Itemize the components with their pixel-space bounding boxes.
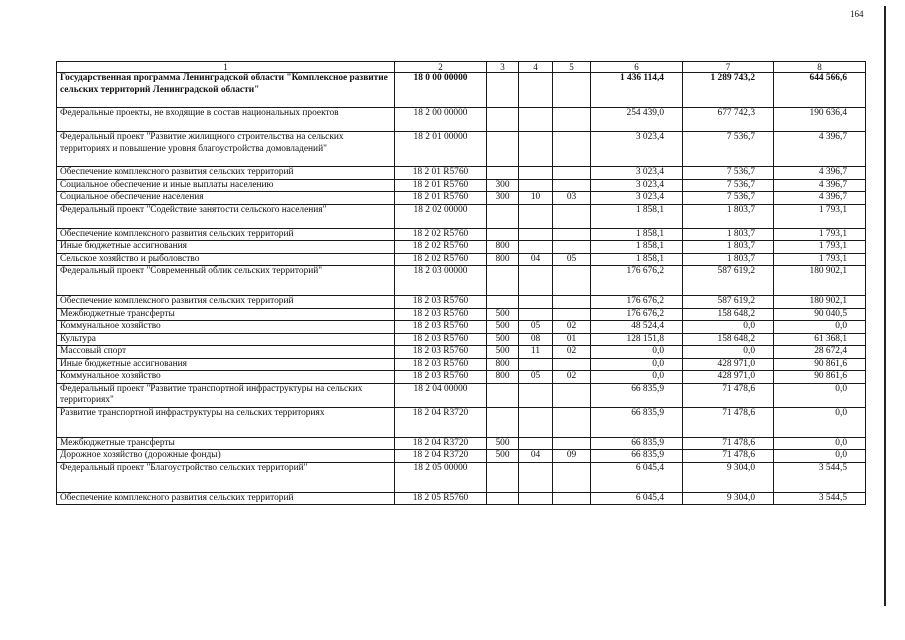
- row-amount-col6: 66 835,9: [591, 437, 683, 450]
- budget-table: [56, 61, 866, 505]
- row-amount-col8: 90 861,6: [774, 371, 866, 384]
- row-name: Федеральные проекты, не входящие в состав национальных проектов: [57, 108, 395, 132]
- row-amount-col7: 428 971,0: [683, 358, 774, 371]
- row-name: Обеспечение комплексного развития сельских территорий: [57, 492, 395, 505]
- row-expense-type: 800: [487, 358, 519, 371]
- row-section: 04: [519, 450, 553, 463]
- row-code: 18 2 01 R5760: [395, 167, 487, 180]
- row-amount-col8: 4 396,7: [774, 167, 866, 180]
- row-amount-col7: 677 742,3: [683, 108, 774, 132]
- row-name: Развитие транспортной инфраструктуры на сельских территориях: [57, 407, 395, 437]
- row-expense-type: [487, 132, 519, 167]
- row-subsection: [553, 228, 591, 241]
- row-amount-col6: 1 436 114,4: [591, 73, 683, 108]
- row-expense-type: [487, 73, 519, 108]
- row-subsection: [553, 132, 591, 167]
- row-amount-col6: 128 151,8: [591, 333, 683, 346]
- row-name: Обеспечение комплексного развития сельских территорий: [57, 167, 395, 180]
- row-amount-col6: 6 045,4: [591, 492, 683, 505]
- row-subsection: [553, 492, 591, 505]
- row-amount-col8: 180 902,1: [774, 266, 866, 296]
- row-amount-col8: 0,0: [774, 321, 866, 334]
- row-expense-type: [487, 228, 519, 241]
- table-row: [57, 73, 866, 108]
- column-number: 6: [591, 62, 683, 73]
- row-code: 18 2 03 00000: [395, 266, 487, 296]
- table-row: [57, 167, 866, 180]
- row-section: [519, 492, 553, 505]
- row-amount-col8: 180 902,1: [774, 296, 866, 309]
- row-amount-col7: 7 536,7: [683, 167, 774, 180]
- row-name: Федеральный проект "Современный облик сельских территорий": [57, 266, 395, 296]
- row-code: 18 2 04 R3720: [395, 450, 487, 463]
- column-number-row: [57, 62, 866, 73]
- row-subsection: [553, 308, 591, 321]
- row-name: Массовый спорт: [57, 346, 395, 359]
- row-name: Коммунальное хозяйство: [57, 371, 395, 384]
- row-code: 18 2 02 R5760: [395, 253, 487, 266]
- row-amount-col7: 1 803,7: [683, 204, 774, 228]
- row-subsection: [553, 167, 591, 180]
- row-amount-col8: 644 566,6: [774, 73, 866, 108]
- row-expense-type: [487, 167, 519, 180]
- row-name: Сельское хозяйство и рыболовство: [57, 253, 395, 266]
- row-code: 18 2 03 R5760: [395, 346, 487, 359]
- row-code: 18 2 02 R5760: [395, 228, 487, 241]
- row-code: 18 2 03 R5760: [395, 308, 487, 321]
- row-amount-col6: 48 524,4: [591, 321, 683, 334]
- row-amount-col8: 3 544,5: [774, 462, 866, 492]
- row-amount-col7: 1 803,7: [683, 253, 774, 266]
- row-amount-col6: 176 676,2: [591, 308, 683, 321]
- row-amount-col6: 1 858,1: [591, 228, 683, 241]
- row-amount-col6: 66 835,9: [591, 450, 683, 463]
- row-amount-col7: 158 648,2: [683, 308, 774, 321]
- row-expense-type: 500: [487, 450, 519, 463]
- column-number: 5: [553, 62, 591, 73]
- row-amount-col7: 428 971,0: [683, 371, 774, 384]
- row-amount-col8: 4 396,7: [774, 192, 866, 205]
- row-amount-col7: 9 304,0: [683, 492, 774, 505]
- row-subsection: [553, 407, 591, 437]
- table-row: [57, 241, 866, 254]
- table-row: [57, 296, 866, 309]
- row-amount-col8: 3 544,5: [774, 492, 866, 505]
- table-row: [57, 407, 866, 437]
- row-amount-col7: 7 536,7: [683, 192, 774, 205]
- row-amount-col8: 0,0: [774, 383, 866, 407]
- row-amount-col8: 190 636,4: [774, 108, 866, 132]
- row-section: [519, 407, 553, 437]
- row-expense-type: 800: [487, 241, 519, 254]
- row-amount-col6: 6 045,4: [591, 462, 683, 492]
- row-amount-col8: 0,0: [774, 437, 866, 450]
- row-amount-col6: 3 023,4: [591, 167, 683, 180]
- row-amount-col8: 1 793,1: [774, 228, 866, 241]
- row-name: Федеральный проект "Развитие жилищного строительства на сельских территориях и повышение уровня благоустройства домовладений": [57, 132, 395, 167]
- row-amount-col6: 66 835,9: [591, 407, 683, 437]
- row-section: [519, 167, 553, 180]
- row-amount-col7: 587 619,2: [683, 266, 774, 296]
- row-code: 18 2 04 R3720: [395, 407, 487, 437]
- row-subsection: [553, 179, 591, 192]
- row-subsection: [553, 358, 591, 371]
- row-name: Межбюджетные трансферты: [57, 437, 395, 450]
- row-amount-col8: 1 793,1: [774, 204, 866, 228]
- column-number: 2: [395, 62, 487, 73]
- row-amount-col7: 0,0: [683, 346, 774, 359]
- row-amount-col6: 3 023,4: [591, 179, 683, 192]
- row-expense-type: [487, 407, 519, 437]
- row-amount-col7: 587 619,2: [683, 296, 774, 309]
- row-amount-col6: 3 023,4: [591, 132, 683, 167]
- row-expense-type: [487, 108, 519, 132]
- row-code: 18 2 05 R5760: [395, 492, 487, 505]
- row-name: Федеральный проект "Развитие транспортной инфраструктуры на сельских территориях": [57, 383, 395, 407]
- table-row: [57, 371, 866, 384]
- row-subsection: 01: [553, 333, 591, 346]
- column-number: 8: [774, 62, 866, 73]
- table-row: [57, 358, 866, 371]
- row-code: 18 2 01 00000: [395, 132, 487, 167]
- row-section: [519, 179, 553, 192]
- row-amount-col6: 176 676,2: [591, 266, 683, 296]
- row-name: Иные бюджетные ассигнования: [57, 241, 395, 254]
- row-subsection: [553, 241, 591, 254]
- row-amount-col7: 71 478,6: [683, 437, 774, 450]
- row-code: 18 2 03 R5760: [395, 333, 487, 346]
- row-section: [519, 108, 553, 132]
- row-amount-col8: 90 040,5: [774, 308, 866, 321]
- row-amount-col7: 1 289 743,2: [683, 73, 774, 108]
- table-row: [57, 450, 866, 463]
- row-subsection: [553, 108, 591, 132]
- row-section: [519, 228, 553, 241]
- row-amount-col8: 61 368,1: [774, 333, 866, 346]
- row-section: [519, 132, 553, 167]
- row-subsection: [553, 383, 591, 407]
- row-amount-col6: 1 858,1: [591, 204, 683, 228]
- column-number: 1: [57, 62, 395, 73]
- row-expense-type: 500: [487, 437, 519, 450]
- column-number: 4: [519, 62, 553, 73]
- row-expense-type: 500: [487, 346, 519, 359]
- row-expense-type: [487, 266, 519, 296]
- row-name: Федеральный проект "Благоустройство сельских территорий": [57, 462, 395, 492]
- table-row: [57, 308, 866, 321]
- row-amount-col6: 0,0: [591, 346, 683, 359]
- table-row: [57, 346, 866, 359]
- row-expense-type: 800: [487, 253, 519, 266]
- row-amount-col8: 28 672,4: [774, 346, 866, 359]
- row-section: 05: [519, 371, 553, 384]
- row-code: 18 2 05 00000: [395, 462, 487, 492]
- table-row: [57, 179, 866, 192]
- row-amount-col6: 3 023,4: [591, 192, 683, 205]
- table-row: [57, 204, 866, 228]
- row-section: [519, 358, 553, 371]
- row-code: 18 2 02 00000: [395, 204, 487, 228]
- row-section: [519, 437, 553, 450]
- table-row: [57, 437, 866, 450]
- row-section: 04: [519, 253, 553, 266]
- row-amount-col8: 0,0: [774, 450, 866, 463]
- row-section: [519, 73, 553, 108]
- row-section: [519, 204, 553, 228]
- row-name: Федеральный проект "Содействие занятости сельского населения": [57, 204, 395, 228]
- row-amount-col8: 4 396,7: [774, 179, 866, 192]
- row-amount-col7: 1 803,7: [683, 241, 774, 254]
- row-expense-type: [487, 492, 519, 505]
- row-amount-col7: 71 478,6: [683, 450, 774, 463]
- row-expense-type: [487, 462, 519, 492]
- row-section: 05: [519, 321, 553, 334]
- row-amount-col6: 254 439,0: [591, 108, 683, 132]
- row-expense-type: 300: [487, 179, 519, 192]
- row-amount-col6: 1 858,1: [591, 253, 683, 266]
- row-section: [519, 462, 553, 492]
- table-row: [57, 383, 866, 407]
- row-subsection: 09: [553, 450, 591, 463]
- page-number: 164: [850, 9, 864, 19]
- row-expense-type: [487, 296, 519, 309]
- row-code: 18 0 00 00000: [395, 73, 487, 108]
- row-amount-col7: 1 803,7: [683, 228, 774, 241]
- table-row: [57, 333, 866, 346]
- row-subsection: [553, 73, 591, 108]
- row-subsection: [553, 462, 591, 492]
- row-code: 18 2 04 R3720: [395, 437, 487, 450]
- row-code: 18 2 03 R5760: [395, 296, 487, 309]
- row-name: Социальное обеспечение населения: [57, 192, 395, 205]
- row-code: 18 2 04 00000: [395, 383, 487, 407]
- row-section: 10: [519, 192, 553, 205]
- row-amount-col7: 71 478,6: [683, 383, 774, 407]
- row-amount-col7: 71 478,6: [683, 407, 774, 437]
- row-amount-col6: 66 835,9: [591, 383, 683, 407]
- row-amount-col7: 7 536,7: [683, 179, 774, 192]
- row-name: Культура: [57, 333, 395, 346]
- row-subsection: 02: [553, 371, 591, 384]
- row-name: Государственная программа Ленинградской области "Комплексное развитие сельских территорий Ленинградской области": [57, 73, 395, 108]
- row-amount-col7: 158 648,2: [683, 333, 774, 346]
- table-row: [57, 266, 866, 296]
- row-section: [519, 383, 553, 407]
- row-section: 11: [519, 346, 553, 359]
- page-edge-line: [884, 6, 886, 606]
- row-amount-col8: 0,0: [774, 407, 866, 437]
- row-section: 08: [519, 333, 553, 346]
- row-name: Дорожное хозяйство (дорожные фонды): [57, 450, 395, 463]
- table-row: [57, 321, 866, 334]
- row-amount-col8: 1 793,1: [774, 241, 866, 254]
- row-subsection: [553, 437, 591, 450]
- row-amount-col6: 0,0: [591, 358, 683, 371]
- row-name: Обеспечение комплексного развития сельских территорий: [57, 228, 395, 241]
- row-subsection: 02: [553, 346, 591, 359]
- row-name: Обеспечение комплексного развития сельских территорий: [57, 296, 395, 309]
- table-row: [57, 462, 866, 492]
- table-row: [57, 108, 866, 132]
- table-row: [57, 132, 866, 167]
- row-code: 18 2 00 00000: [395, 108, 487, 132]
- row-code: 18 2 03 R5760: [395, 358, 487, 371]
- row-expense-type: [487, 204, 519, 228]
- row-name: Коммунальное хозяйство: [57, 321, 395, 334]
- row-name: Социальное обеспечение и иные выплаты населению: [57, 179, 395, 192]
- row-amount-col6: 0,0: [591, 371, 683, 384]
- table-row: [57, 228, 866, 241]
- row-subsection: [553, 204, 591, 228]
- row-subsection: [553, 296, 591, 309]
- table-row: [57, 492, 866, 505]
- row-amount-col8: 90 861,6: [774, 358, 866, 371]
- row-expense-type: [487, 383, 519, 407]
- row-code: 18 2 03 R5760: [395, 321, 487, 334]
- table-row: [57, 192, 866, 205]
- table-row: [57, 253, 866, 266]
- column-number: 3: [487, 62, 519, 73]
- row-code: 18 2 02 R5760: [395, 241, 487, 254]
- row-amount-col8: 4 396,7: [774, 132, 866, 167]
- row-amount-col7: 7 536,7: [683, 132, 774, 167]
- budget-table-body: [57, 62, 866, 505]
- row-amount-col6: 176 676,2: [591, 296, 683, 309]
- row-section: [519, 241, 553, 254]
- row-section: [519, 308, 553, 321]
- row-subsection: 03: [553, 192, 591, 205]
- row-name: Иные бюджетные ассигнования: [57, 358, 395, 371]
- row-subsection: 05: [553, 253, 591, 266]
- row-expense-type: 500: [487, 321, 519, 334]
- row-expense-type: 300: [487, 192, 519, 205]
- row-section: [519, 296, 553, 309]
- row-subsection: 02: [553, 321, 591, 334]
- row-subsection: [553, 266, 591, 296]
- row-name: Межбюджетные трансферты: [57, 308, 395, 321]
- row-expense-type: 800: [487, 371, 519, 384]
- row-code: 18 2 01 R5760: [395, 179, 487, 192]
- row-amount-col7: 0,0: [683, 321, 774, 334]
- row-expense-type: 500: [487, 333, 519, 346]
- row-amount-col6: 1 858,1: [591, 241, 683, 254]
- row-code: 18 2 01 R5760: [395, 192, 487, 205]
- row-amount-col7: 9 304,0: [683, 462, 774, 492]
- row-section: [519, 266, 553, 296]
- row-expense-type: 500: [487, 308, 519, 321]
- row-code: 18 2 03 R5760: [395, 371, 487, 384]
- column-number: 7: [683, 62, 774, 73]
- row-amount-col8: 1 793,1: [774, 253, 866, 266]
